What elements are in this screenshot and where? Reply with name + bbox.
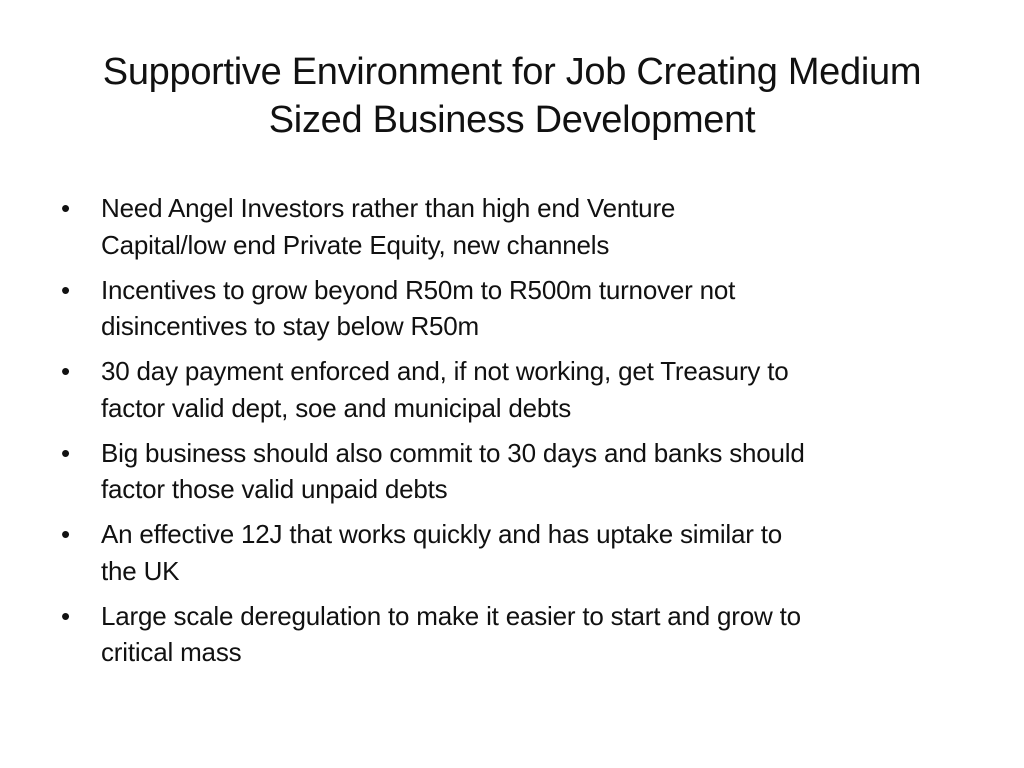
bullet-text-line: disincentives to stay below R50m: [101, 311, 480, 341]
bullet-text: [101, 435, 968, 508]
bullet-text-line: Need Angel Investors rather than high end Venture: [101, 193, 676, 223]
bullet-item: [58, 353, 968, 426]
bullet-list: [58, 190, 968, 679]
bullet-text-line: critical mass: [101, 637, 242, 667]
bullet-text-line: factor valid dept, soe and municipal debts: [101, 392, 571, 423]
bullet-icon: •: [61, 437, 70, 468]
slide-title-line: Supportive Environment for Job Creating Medium: [102, 51, 922, 93]
bullet-text-line: An effective 12J that works quickly and has uptake similar to: [101, 519, 783, 549]
bullet-text: [101, 353, 968, 426]
bullet-icon: •: [61, 274, 70, 305]
bullet-text-line: Incentives to grow beyond R50m to R500m turnover not: [101, 274, 736, 305]
bullet-text-line: 30 day payment enforced and, if not working, get Treasury to: [101, 356, 789, 386]
bullet-text: [101, 516, 968, 589]
bullet-item: [58, 190, 968, 263]
bullet-item: [58, 516, 968, 589]
bullet-item: [58, 598, 968, 671]
bullet-icon: •: [61, 519, 70, 549]
bullet-text-line: Big business should also commit to 30 days and banks should: [101, 437, 805, 468]
bullet-icon: •: [61, 356, 70, 386]
slide-title-line: Sized Business Development: [268, 99, 756, 141]
bullet-text-line: Capital/low end Private Equity, new channels: [101, 229, 610, 260]
bullet-text: [101, 598, 968, 671]
slide-title: [0, 48, 1024, 144]
bullet-text-line: Large scale deregulation to make it easier to start and grow to: [101, 600, 801, 631]
bullet-icon: •: [61, 600, 70, 631]
bullet-text: [101, 272, 968, 345]
bullet-text: [101, 190, 968, 263]
bullet-icon: •: [61, 193, 70, 223]
bullet-text-line: the UK: [101, 555, 180, 586]
bullet-text-line: factor those valid unpaid debts: [101, 474, 448, 504]
bullet-item: [58, 272, 968, 345]
bullet-item: [58, 435, 968, 508]
